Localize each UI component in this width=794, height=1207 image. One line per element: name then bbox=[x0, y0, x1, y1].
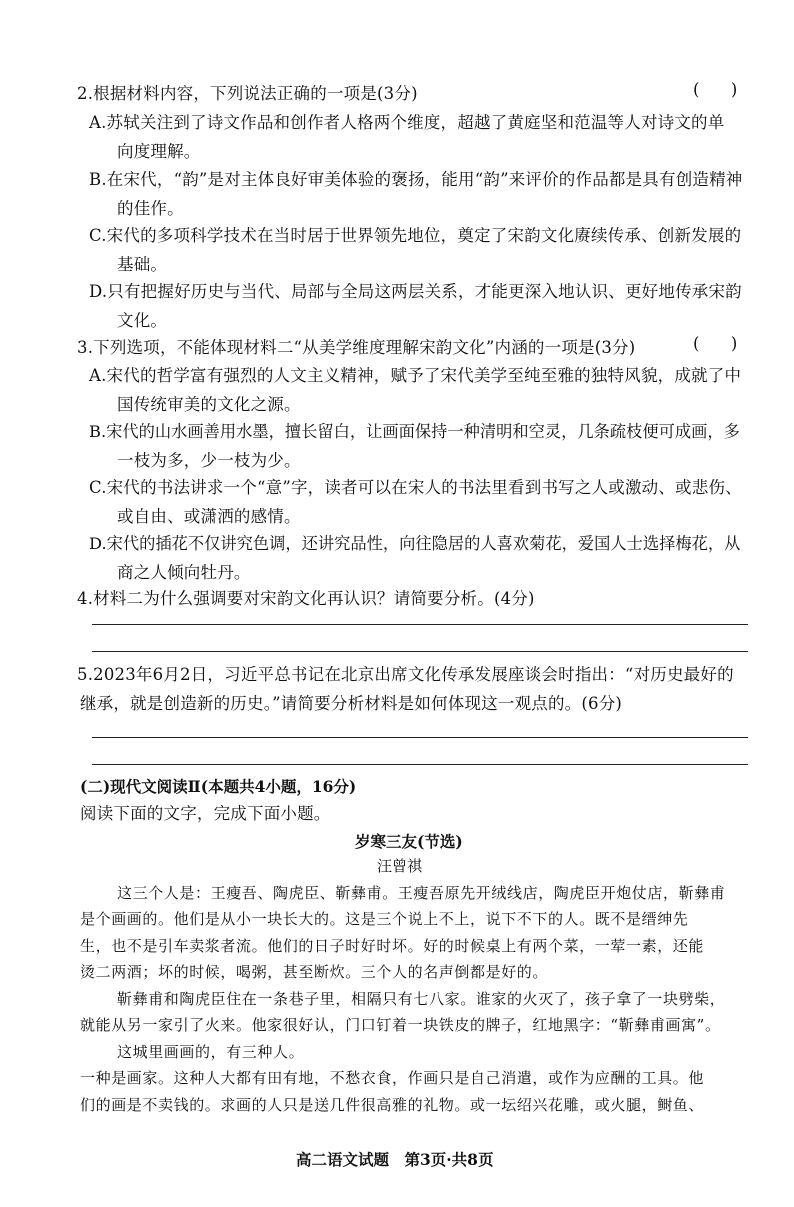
q3-option-a-line1: A.宋代的哲学富有强烈的人文主义精神，赋予了宋代美学至纯至雅的独特风貌，成就了中 bbox=[89, 366, 742, 385]
passage-p4-line1: 一种是画家。这种人大都有田有地，不愁衣食，作画只是自己消遣，或作为应酬的工具。他 bbox=[80, 1069, 705, 1087]
q3-option-c-line2: 或自由、或潇洒的感情。 bbox=[117, 507, 301, 526]
q4-answer-line-2 bbox=[92, 651, 748, 652]
q5-answer-line-2 bbox=[92, 764, 748, 765]
section-heading: (二)现代文阅读Ⅱ(本题共4小题，16分) bbox=[80, 777, 357, 796]
q5-answer-line-1 bbox=[92, 737, 748, 738]
passage-p2-line2: 就能从另一家引了火来。他家很好认，门口钉着一块铁皮的牌子，红地黑字：“靳彝甫画寓”。 bbox=[80, 1016, 721, 1034]
q3-option-b-line1: B.宋代的山水画善用水墨，擅长留白，让画面保持一种清明和空灵，几条疏枝便可成画，多 bbox=[89, 422, 740, 441]
passage-p1-line3: 生，也不是引车卖浆者流。他们的日子时好时坏。好的时候桌上有两个菜，一荤一素，还能 bbox=[80, 937, 705, 955]
passage-title: 岁寒三友(节选) bbox=[355, 832, 463, 851]
q2-answer-paren: ( ) bbox=[693, 80, 738, 99]
q2-option-c-line1: C.宋代的多项科学技术在当时居于世界领先地位，奠定了宋韵文化赓续传承、创新发展的 bbox=[89, 226, 742, 245]
page-footer: 高二语文试题 第3页·共8页 bbox=[296, 1150, 494, 1169]
q5-stem-line2: 继承，就是创造新的历史。”请简要分析材料是如何体现这一观点的。(6分) bbox=[80, 694, 623, 713]
q3-option-b-line2: 一枝为多，少一枝为少。 bbox=[117, 451, 301, 470]
passage-author: 汪曾祺 bbox=[377, 857, 423, 875]
passage-p1-line2: 是个画画的。他们是从小一块长大的。这是三个说上不上，说下不下的人。既不是缙绅先 bbox=[80, 910, 689, 928]
q2-option-c-line2: 基础。 bbox=[117, 255, 168, 274]
q2-option-a-line1: A.苏轼关注到了诗文作品和创作者人格两个维度，超越了黄庭坚和范温等人对诗文的单 bbox=[89, 113, 725, 132]
q4-answer-line-1 bbox=[92, 624, 748, 625]
q2-option-d-line2: 文化。 bbox=[117, 311, 168, 330]
q3-answer-paren: ( ) bbox=[693, 334, 738, 353]
q4-stem: 4.材料二为什么强调要对宋韵文化再认识？请简要分析。(4分) bbox=[77, 589, 535, 608]
passage-p1-line4: 烫二两酒；坏的时候，喝粥，甚至断炊。三个人的名声倒都是好的。 bbox=[80, 963, 549, 981]
q5-stem-line1: 5.2023年6月2日，习近平总书记在北京出席文化传承发展座谈会时指出：“对历史最好的 bbox=[77, 665, 734, 684]
q3-option-d-line1: D.宋代的插花不仅讲究色调，还讲究品性，向往隐居的人喜欢菊花，爱国人士选择梅花，从 bbox=[89, 534, 741, 553]
q3-option-a-line2: 国传统审美的文化之源。 bbox=[117, 395, 301, 414]
q3-option-d-line2: 商之人倾向牡丹。 bbox=[117, 563, 251, 582]
q2-option-b-line1: B.在宋代，“韵”是对主体良好审美体验的褒扬，能用“韵”来评价的作品都是具有创造精神 bbox=[89, 170, 743, 189]
q2-option-d-line1: D.只有把握好历史与当代、局部与全局这两层关系，才能更深入地认识、更好地传承宋韵 bbox=[89, 282, 742, 301]
passage-p2-line1: 靳彝甫和陶虎臣住在一条巷子里，相隔只有七八家。谁家的火灭了，孩子拿了一块劈柴， bbox=[117, 990, 726, 1008]
passage-p3: 这城里画画的，有三种人。 bbox=[117, 1043, 305, 1061]
reading-instruction: 阅读下面的文字，完成下面小题。 bbox=[80, 804, 331, 823]
passage-p1-line1: 这三个人是：王瘦吾、陶虎臣、靳彝甫。王瘦吾原先开绒线店，陶虎臣开炮仗店，靳彝甫 bbox=[117, 884, 726, 902]
q2-option-b-line2: 的佳作。 bbox=[117, 199, 184, 218]
q2-option-a-line2: 向度理解。 bbox=[117, 142, 201, 161]
q2-stem: 2.根据材料内容，下列说法正确的一项是(3分) bbox=[77, 84, 418, 103]
passage-p4-line2: 们的画是不卖钱的。求画的人只是送几件很高雅的礼物。或一坛绍兴花雕，或火腿，鲥鱼、 bbox=[80, 1096, 705, 1114]
q3-stem: 3.下列选项，不能体现材料二“从美学维度理解宋韵文化”内涵的一项是(3分) bbox=[77, 338, 636, 357]
q3-option-c-line1: C.宋代的书法讲求一个“意”字，读者可以在宋人的书法里看到书写之人或激动、或悲伤、 bbox=[89, 478, 742, 497]
